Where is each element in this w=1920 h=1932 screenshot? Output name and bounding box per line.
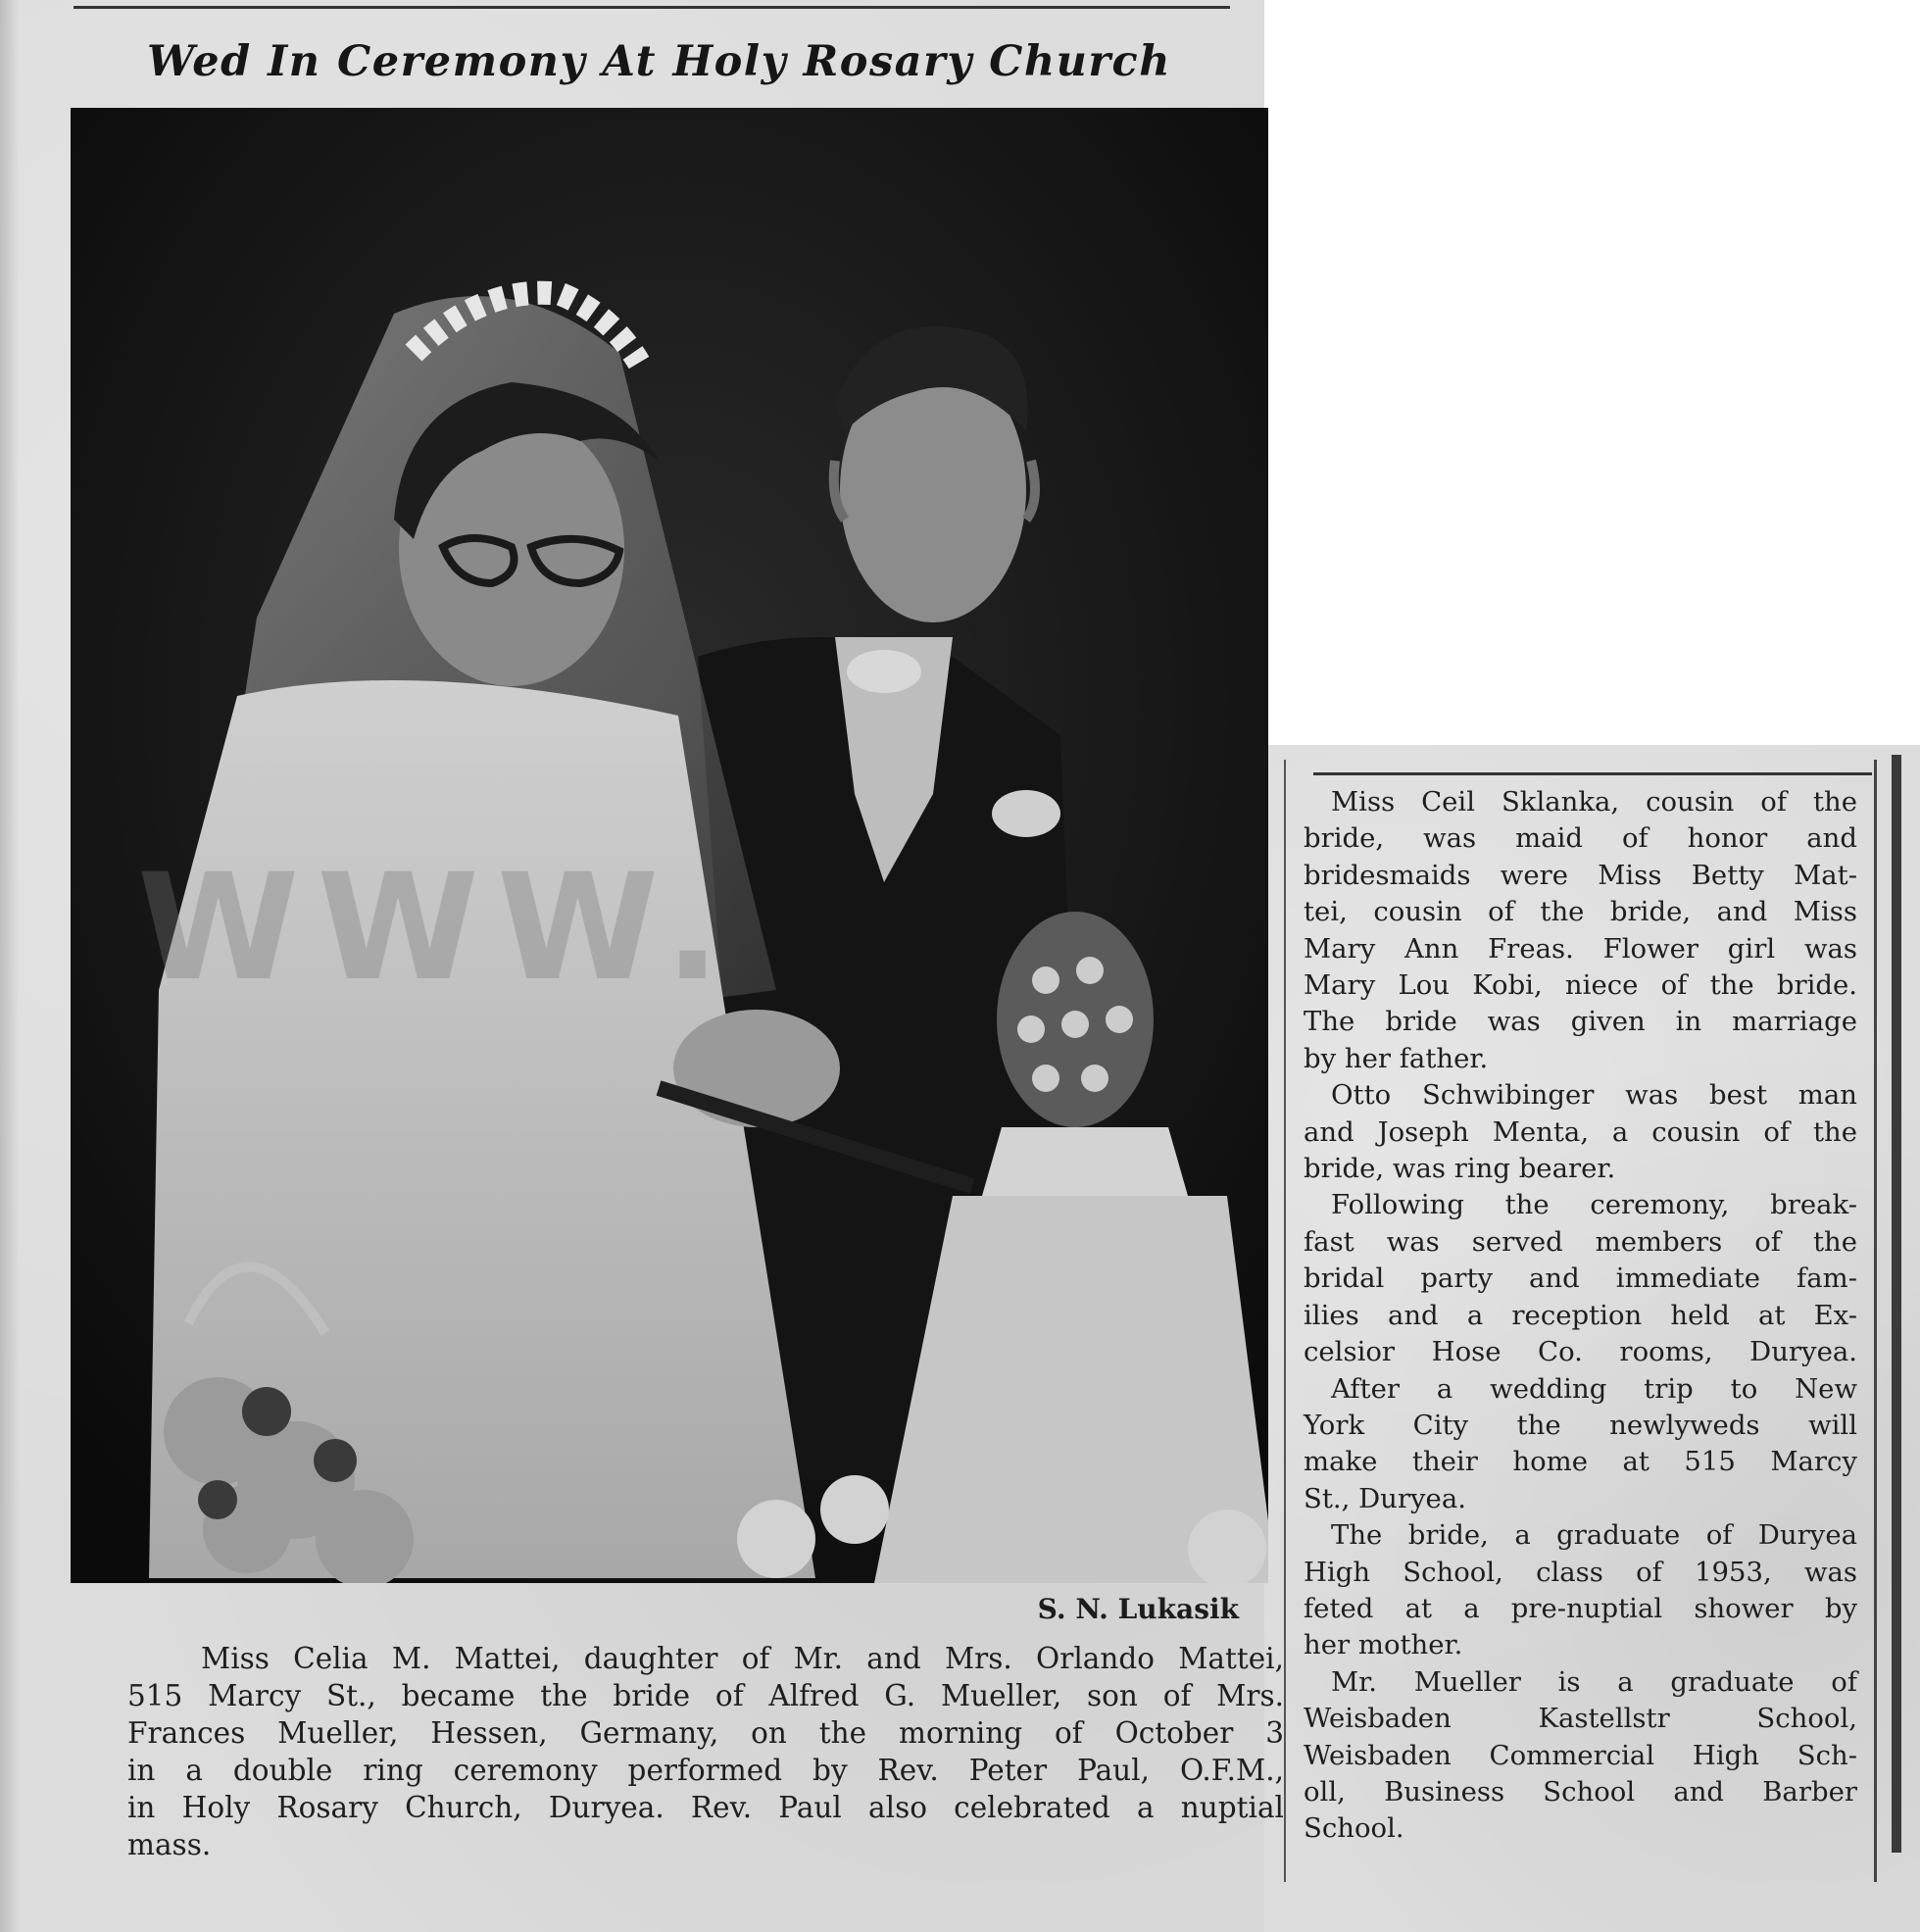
- article-line: bride, was ring bearer.: [1304, 1153, 1616, 1185]
- article-line: Weisbaden Commercial High Sch-: [1304, 1739, 1857, 1771]
- article-line: High School, class of 1953, was: [1304, 1556, 1857, 1588]
- article-line: in a double ring ceremony performed by Rev. Peter Paul, O.F.M.,: [127, 1754, 1284, 1787]
- side-paragraph: [1304, 1187, 1857, 1370]
- article-line: fast was served members of the: [1304, 1225, 1857, 1258]
- paper-torn-edge: [0, 0, 20, 1932]
- article-line: 515 Marcy St., became the bride of Alfred G. Mueller, son of Mrs.: [127, 1679, 1284, 1712]
- article-line: Mary Lou Kobi, niece of the bride.: [1304, 969, 1857, 1002]
- side-column-rule: [1313, 772, 1872, 775]
- article-line: tei, cousin of the bride, and Miss: [1304, 896, 1857, 928]
- article-line: York City the newlyweds will: [1304, 1409, 1857, 1441]
- article-line: ilies and a reception held at Ex-: [1304, 1299, 1857, 1331]
- article-line: by her father.: [1304, 1042, 1489, 1074]
- article-line: bridal party and immediate fam-: [1304, 1263, 1857, 1295]
- article-lead-paragraph: [127, 1640, 1284, 1863]
- headline: Wed In Ceremony At Holy Rosary Church: [147, 37, 1172, 86]
- side-paragraph: [1304, 1077, 1857, 1187]
- article-line: After a wedding trip to New: [1331, 1372, 1857, 1405]
- side-paragraph: [1304, 1517, 1857, 1664]
- article-line: Mr. Mueller is a graduate of: [1331, 1665, 1857, 1698]
- article-line: feted at a pre-nuptial shower by: [1304, 1592, 1857, 1624]
- side-paragraph: [1304, 1664, 1857, 1848]
- photo-credit: S. N. Lukasik: [1037, 1593, 1239, 1625]
- article-line: Miss Celia M. Mattei, daughter of Mr. and Mrs. Orlando Mattei,: [201, 1642, 1284, 1675]
- watermark: WWW.: [137, 843, 739, 1014]
- article-line: mass.: [127, 1828, 212, 1861]
- article-line: oll, Business School and Barber: [1304, 1775, 1857, 1808]
- article-line: celsior Hose Co. rooms, Duryea.: [1304, 1336, 1857, 1368]
- article-line: make their home at 515 Marcy: [1304, 1446, 1857, 1478]
- article-line: Frances Mueller, Hessen, Germany, on the morning of October 3: [127, 1716, 1284, 1750]
- article-side-column: [1304, 784, 1857, 1848]
- article-line: Following the ceremony, break-: [1331, 1189, 1857, 1221]
- article-line: Weisbaden Kastellstr School,: [1304, 1703, 1857, 1735]
- side-column-edge: [1892, 755, 1901, 1853]
- article-line: bride, was maid of honor and: [1304, 822, 1857, 855]
- article-line: St., Duryea.: [1304, 1482, 1466, 1514]
- article-line: her mother.: [1304, 1629, 1463, 1661]
- article-line: Mary Ann Freas. Flower girl was: [1304, 932, 1857, 965]
- article-line: School.: [1304, 1812, 1404, 1845]
- article-line: Otto Schwibinger was best man: [1331, 1079, 1857, 1112]
- article-line: The bride was given in marriage: [1304, 1006, 1857, 1038]
- side-paragraph: [1304, 1371, 1857, 1518]
- article-line: and Joseph Menta, a cousin of the: [1304, 1115, 1857, 1148]
- article-line: bridesmaids were Miss Betty Mat-: [1304, 859, 1857, 891]
- article-line: Miss Ceil Sklanka, cousin of the: [1331, 786, 1857, 817]
- article-line: in Holy Rosary Church, Duryea. Rev. Paul also celebrated a nuptial: [127, 1791, 1284, 1824]
- top-rule: [74, 6, 1230, 9]
- article-line: The bride, a graduate of Duryea: [1331, 1519, 1857, 1552]
- side-paragraph: [1304, 784, 1857, 1077]
